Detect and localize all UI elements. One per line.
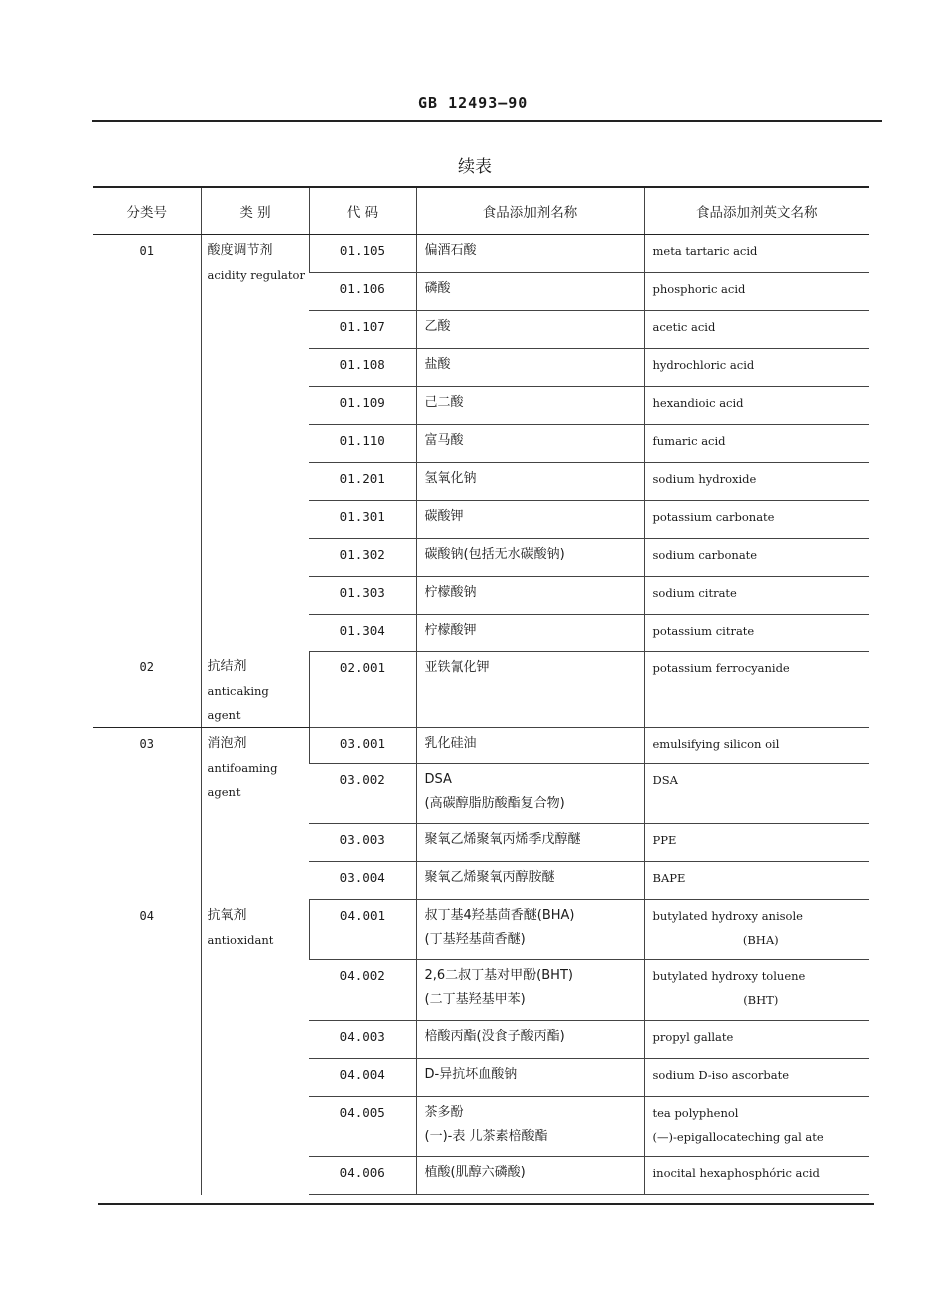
table-row [93,728,869,764]
header-additive-english-name: 食品添加剂英文名称 [644,187,869,234]
additive-name-cn-line: 碳酸钾 [424,508,464,524]
additive-name-en [644,500,869,538]
additive-name-en-line: BAPE [652,871,686,885]
additive-name-cn [416,234,644,272]
additive-name-en [644,1059,869,1097]
additive-name-cn-line: 聚氧乙烯聚氧丙醇胺醚 [424,870,555,885]
additive-name-en [644,348,869,386]
additive-name-cn-line: (高碳醇脂肪酸酯复合物) [424,796,565,811]
additive-name-en [644,960,869,1021]
additive-name-cn-line: 氢氧化钠 [424,470,477,486]
additive-name-cn-line: 磷酸 [424,280,451,296]
additive-name-cn [416,272,644,310]
additive-name-en [644,576,869,614]
additive-name-cn [416,824,644,862]
additive-name-en-line: emulsifying silicon oil [652,737,780,751]
footer-rule [98,1203,874,1205]
header-category: 类 别 [201,187,309,234]
category-name-en: antioxidant [207,932,274,947]
additive-name-cn [416,462,644,500]
additive-name-en [644,824,869,862]
additive-name-cn-line: 盐酸 [424,356,451,372]
additive-name-en-line: hexandioic acid [652,395,744,410]
additive-name-en-line: (BHA) [742,933,779,947]
category-name-cn: 酸度调节剂 [207,242,273,258]
additive-code: 03.003 [309,824,416,862]
additive-name-en-line: sodium carbonate [652,547,758,562]
additive-name-cn-line: 柠檬酸钾 [424,622,477,638]
additive-code: 01.107 [309,310,416,348]
additive-name-cn [416,576,644,614]
additive-name-en-line: phosphoric acid [652,281,746,296]
additive-name-cn [416,960,644,1021]
category-name-en: agent [207,785,241,799]
additive-name-cn-line: 碳酸钠(包括无水碳酸钠) [424,546,565,562]
additive-name-cn-line: DSA [424,772,452,787]
additive-name-en-line: propyl gallate [652,1030,734,1044]
additive-name-cn-line: 亚铁氰化钾 [424,659,490,675]
additive-name-cn [416,310,644,348]
additive-name-cn-line: 棓酸丙酯(没食子酸丙酯) [424,1029,565,1044]
additive-code: 04.001 [309,900,416,960]
additive-name-en-line: inocital hexaphosphóric acid [652,1166,820,1180]
additive-name-cn-line: 乳化硅油 [424,736,477,751]
additive-code: 04.002 [309,960,416,1021]
additive-name-en-line: acetic acid [652,319,716,334]
table-row [93,651,869,728]
additive-name-en-line: potassium ferrocyanide [652,660,790,675]
additive-name-cn [416,900,644,960]
header-category-number: 分类号 [93,187,201,234]
table-row [93,234,869,272]
additive-name-en [644,1097,869,1157]
additive-code: 04.005 [309,1097,416,1157]
additive-name-cn [416,1021,644,1059]
additive-name-cn-line: 植酸(肌醇六磷酸) [424,1165,526,1180]
table-body [93,234,869,1195]
additive-name-en [644,651,869,728]
additive-name-en-line: butylated hydroxy toluene [652,969,806,983]
additive-code: 01.303 [309,576,416,614]
category-name-en: acidity regulator [207,267,305,282]
additive-code: 03.002 [309,764,416,824]
additive-table [93,186,869,1195]
table-header-row [93,187,869,234]
additive-name-en-line: fumaric acid [652,433,726,448]
additive-code: 01.108 [309,348,416,386]
additive-name-en-line: potassium citrate [652,623,755,638]
additive-name-cn-line: 叔丁基4羟基茴香醚(BHA) [424,908,575,923]
additive-name-cn-line: (一)-表 儿茶素棓酸酯 [424,1129,548,1144]
additive-code: 01.106 [309,272,416,310]
header-code: 代 码 [309,187,416,234]
additive-name-en-line: (—)-epigallocateching gal ate [652,1130,824,1144]
category-name-en: antifoaming [207,761,278,775]
additive-code: 01.110 [309,424,416,462]
category-number: 02 [93,651,201,728]
additive-code: 01.302 [309,538,416,576]
additive-name-en-line: sodium hydroxide [652,471,757,486]
category-name-en: anticaking [207,684,269,698]
additive-code: 03.004 [309,862,416,900]
additive-name-cn [416,1059,644,1097]
category-name [201,651,309,728]
additive-name-cn-line: 2,6二叔丁基对甲酚(BHT) [424,968,573,983]
additive-name-cn [416,728,644,764]
category-number: 01 [139,243,154,258]
category-name [201,900,309,1195]
additive-code: 01.304 [309,614,416,651]
additive-name-cn-line: 乙酸 [424,318,451,334]
additive-code: 03.001 [309,728,416,764]
additive-code: 01.301 [309,500,416,538]
category-name [201,234,309,651]
category-name-cn: 消泡剂 [207,736,247,751]
additive-name-en [644,1157,869,1195]
additive-name-cn-line: 茶多酚 [424,1105,464,1120]
category-name-cn: 抗结剂 [207,659,247,674]
additive-name-cn-line: 聚氧乙烯聚氧丙烯季戊醇醚 [424,832,581,847]
additive-name-cn [416,1157,644,1195]
additive-code: 04.006 [309,1157,416,1195]
category-number: 03 [139,737,154,751]
additive-name-en-line: tea polyphenol [652,1106,739,1120]
additive-name-cn-line: (丁基羟基茴香醚) [424,932,526,947]
additive-name-en-line: DSA [652,773,678,787]
additive-name-cn-line: 柠檬酸钠 [424,584,477,600]
additive-name-cn [416,1097,644,1157]
additive-code: 01.201 [309,462,416,500]
additive-name-en-line: butylated hydroxy anisole [652,909,803,923]
additive-name-en [644,538,869,576]
additive-name-en [644,728,869,764]
additive-name-cn [416,614,644,651]
additive-name-en [644,386,869,424]
additive-name-cn-line: 富马酸 [424,432,464,448]
additive-name-cn [416,862,644,900]
document-header: GB 12493—90 [418,94,529,112]
additive-code: 04.004 [309,1059,416,1097]
additive-code: 04.003 [309,1021,416,1059]
additive-name-cn [416,538,644,576]
additive-name-cn [416,424,644,462]
additive-name-en-line: (BHT) [743,993,779,1007]
additive-name-en-line: meta tartaric acid [652,243,758,258]
additive-name-cn [416,348,644,386]
category-name [201,728,309,900]
additive-name-en [644,272,869,310]
additive-name-en [644,310,869,348]
header-additive-name: 食品添加剂名称 [416,187,644,234]
table-row [93,900,869,960]
header-rule [92,120,882,122]
additive-name-cn-line: 己二酸 [424,394,464,410]
additive-name-en [644,462,869,500]
additive-name-en [644,614,869,651]
additive-name-en-line: sodium D-iso ascorbate [652,1068,790,1082]
additive-code: 01.105 [309,234,416,272]
additive-name-cn-line: (二丁基羟基甲苯) [424,992,526,1007]
additive-name-cn [416,500,644,538]
category-number: 04 [139,908,154,923]
additive-name-cn [416,386,644,424]
table-caption: 续表 [458,157,492,177]
additive-name-en [644,900,869,960]
additive-code: 02.001 [309,651,416,728]
additive-name-en [644,424,869,462]
additive-name-en-line: hydrochloric acid [652,357,755,372]
additive-name-en-line: potassium carbonate [652,509,775,524]
additive-name-en-line: PPE [652,833,677,847]
additive-name-en-line: sodium citrate [652,585,737,600]
additive-name-cn-line: 偏酒石酸 [424,242,477,258]
additive-name-cn [416,764,644,824]
additive-name-en [644,764,869,824]
additive-name-en [644,234,869,272]
category-name-cn: 抗氧剂 [207,907,247,923]
additive-name-en [644,1021,869,1059]
additive-name-en [644,862,869,900]
category-name-en: agent [207,708,241,722]
additive-name-cn [416,651,644,728]
additive-name-cn-line: D-异抗坏血酸钠 [424,1067,518,1082]
additive-code: 01.109 [309,386,416,424]
